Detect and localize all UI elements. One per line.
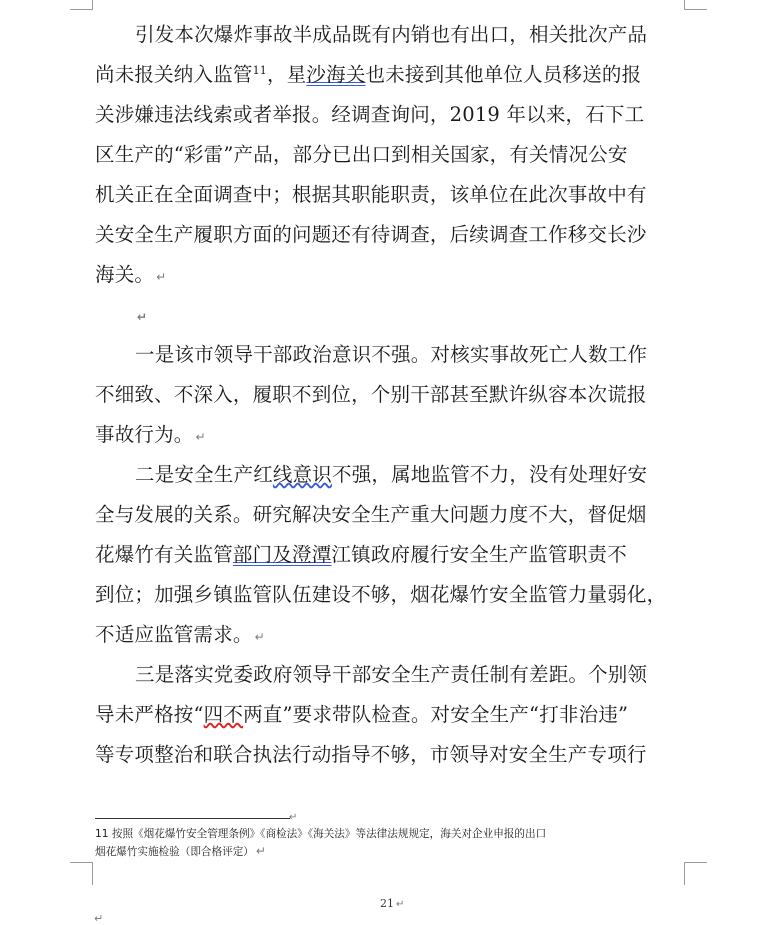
p1-line-4: 区生产的“彩雷”产品，部分已出口到相关国家，有关情况公安: [95, 143, 628, 166]
text-run: 二是安全生产红: [135, 463, 273, 486]
crop-mark-bottom-left: [70, 862, 93, 885]
p1-line-1: 引发本次爆炸事故半成品既有内销也有出口，相关批次产品: [135, 23, 648, 46]
p4-line-1: 三是落实党委政府领导干部安全生产责任制有差距。个别领: [135, 663, 648, 686]
p3-line-1: [135, 462, 685, 488]
paragraph-mark-icon: ↵: [254, 630, 265, 644]
text-run: 江镇政府履行安全生产监管职责不: [331, 543, 627, 566]
footnote-ref[interactable]: 11: [252, 64, 268, 77]
spelling-underline-text: 四不: [203, 703, 244, 726]
paragraph-mark-icon: ↵: [156, 270, 167, 284]
text-run: 事故行为。: [95, 423, 194, 446]
p1-line-2: [95, 62, 685, 88]
p3-line-3: [95, 542, 685, 568]
p1-line-3: 关涉嫌违法线索或者举报。经调查询问，2019 年以来，石下工: [95, 103, 645, 126]
crop-mark-top-left: [70, 0, 93, 10]
text-run: 尚未报关纳入监管: [95, 63, 253, 86]
footnote-separator: [95, 818, 290, 819]
text-run: 烟花爆竹实施检验（即合格评定）: [95, 846, 254, 858]
p4-line-2: [95, 702, 685, 728]
page-number: [380, 897, 404, 910]
footnote-line-1: 11 按照《烟花爆竹安全管理条例》《商检法》《海关法》等法律法规规定，海关对企业申报的出口: [95, 828, 547, 840]
paragraph-mark-icon: ↵: [289, 812, 298, 823]
p2-line-2: 不细致、不深入，履职不到位，个别干部甚至默许纵容本次谎报: [95, 383, 647, 406]
grammar-underline-text: 线意识: [272, 463, 333, 486]
footnote-line-2: [95, 843, 687, 861]
grammar-underline-text: 部门及澄潭: [232, 543, 332, 566]
p1-line-5: 机关正在全面调查中；根据其职能职责，该单位在此次事故中有: [95, 183, 647, 206]
paragraph-mark-icon: ↵: [255, 844, 266, 858]
text-run: 两直”要求带队检查。对安全生产“打非治违”: [243, 703, 629, 726]
p3-line-4: 到位；加强乡镇监管队伍建设不够，烟花爆竹安全监管力量弱化，: [95, 583, 667, 606]
text-run: 也未接到其他单位人员移送的报: [365, 63, 642, 86]
p4-line-3: 等专项整治和联合执法行动指导不够，市领导对安全生产专项行: [95, 743, 647, 766]
text-run: 不强，属地监管不力，没有处理好安: [332, 463, 648, 486]
crop-mark-top-right: [684, 0, 707, 10]
p2-line-3: [95, 422, 685, 450]
paragraph-mark-icon: ↵: [195, 430, 206, 444]
grammar-underline-text: 沙海关: [306, 63, 366, 86]
paragraph-mark-icon: ↵: [137, 310, 148, 324]
paragraph-mark-icon: ↵: [94, 912, 104, 925]
page-number-text: 21: [380, 897, 394, 910]
section-heading: [135, 302, 685, 330]
text-run: 海关。: [95, 263, 155, 286]
text-run: 花爆竹有关监管: [95, 543, 233, 566]
p3-line-2: 全与发展的关系。研究解决安全生产重大问题力度不大，督促烟: [95, 503, 647, 526]
p2-line-1: 一是该市领导干部政治意识不强。对核实事故死亡人数工作: [135, 343, 648, 366]
p1-line-6: 关安全生产履职方面的问题还有待调查，后续调查工作移交长沙: [95, 223, 647, 246]
p1-line-7: [95, 262, 685, 290]
text-run: ，星: [267, 63, 307, 86]
p3-line-5: [95, 622, 685, 650]
text-run: 导未严格按“: [95, 703, 204, 726]
text-run: 不适应监管需求。: [95, 623, 253, 646]
paragraph-mark-icon: ↵: [396, 899, 405, 910]
crop-mark-bottom-right: [684, 862, 707, 885]
